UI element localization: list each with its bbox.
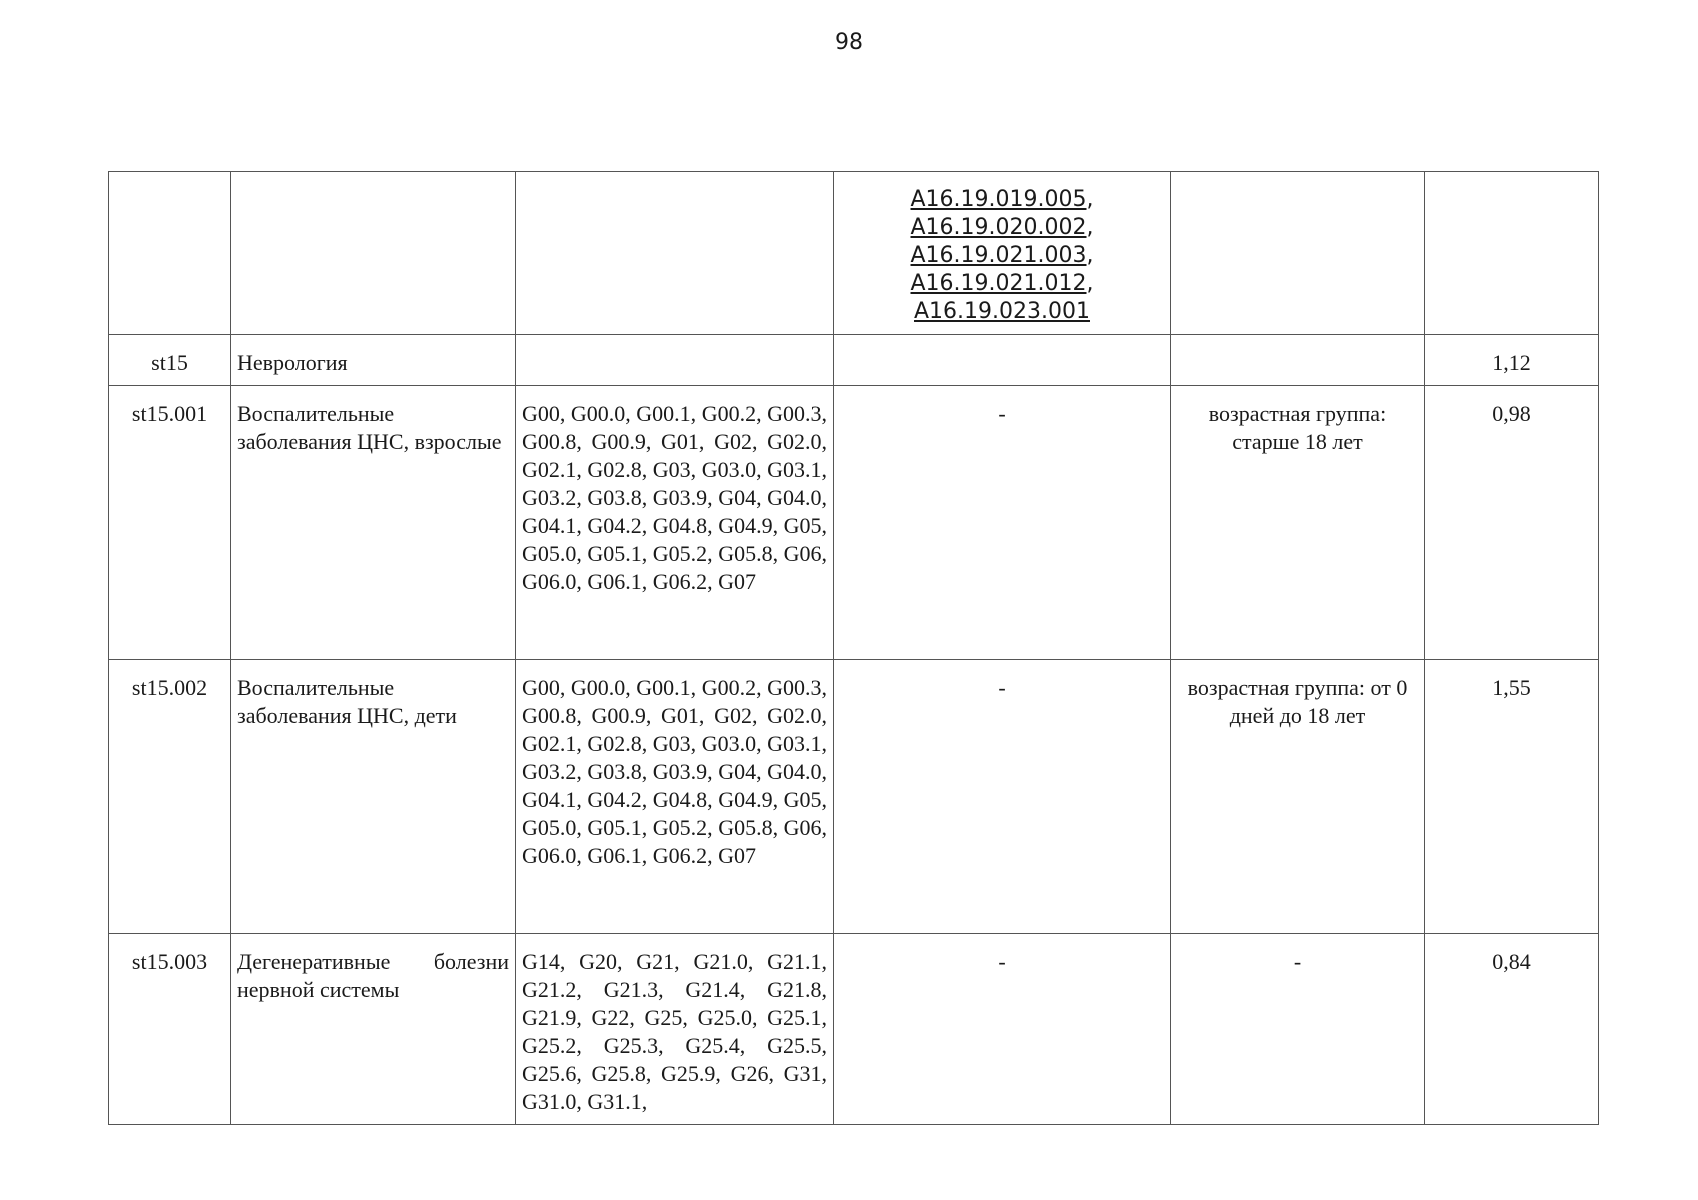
criteria [1171, 335, 1425, 386]
coefficient: 1,55 [1425, 660, 1599, 934]
page-number: 98 [835, 30, 863, 55]
coefficient: 1,12 [1425, 335, 1599, 386]
service-codes [834, 335, 1171, 386]
criteria: возрастная группа: старше 18 лет [1171, 386, 1425, 660]
criteria: - [1171, 934, 1425, 1125]
icd-codes: G14, G20, G21, G21.0, G21.1, G21.2, G21.3, G21.4, G21.8, G21.9, G22, G25, G25.0, G25.1, G25.2, G25.3, G25.4, G25.5, G25.6, G25.8, G25.9, G26, G31, G31.0, G31.1, [516, 934, 834, 1125]
services-cell: A16.19.019.005, A16.19.020.002, A16.19.021.003, A16.19.021.012, A16.19.023.001 [834, 172, 1171, 335]
icd-codes [516, 335, 834, 386]
service-codes: - [834, 660, 1171, 934]
group-code: st15.003 [109, 934, 231, 1125]
table-row [109, 335, 1599, 386]
service-code-link[interactable]: A16.19.019.005 [910, 187, 1087, 212]
service-code-link[interactable]: A16.19.023.001 [914, 299, 1090, 324]
profile-code: st15 [109, 335, 231, 386]
profile-name: Неврология [231, 335, 516, 386]
group-code: st15.002 [109, 660, 231, 934]
coefficient: 0,84 [1425, 934, 1599, 1125]
name-cell [231, 172, 516, 335]
service-codes: - [834, 934, 1171, 1125]
coefficient: 0,98 [1425, 386, 1599, 660]
criteria-cell [1171, 172, 1425, 335]
table-row [109, 660, 1599, 934]
service-code-link[interactable]: A16.19.020.002 [910, 215, 1087, 240]
continuation-row [109, 172, 1599, 335]
group-code: st15.001 [109, 386, 231, 660]
code-cell [109, 172, 231, 335]
icd-codes: G00, G00.0, G00.1, G00.2, G00.3, G00.8, G00.9, G01, G02, G02.0, G02.1, G02.8, G03, G03.0, G03.1, G03.2, G03.8, G03.9, G04, G04.0, G04.1, G04.2, G04.8, G04.9, G05, G05.0, G05.1, G05.2, G05.8, G06, G06.0, G06.1, G06.2, G07 [516, 386, 834, 660]
service-code-link[interactable]: A16.19.021.012 [910, 271, 1087, 296]
group-name: Воспалительные заболевания ЦНС, взрослые [231, 386, 516, 660]
service-code-link[interactable]: A16.19.021.003 [910, 243, 1087, 268]
coefficient-cell [1425, 172, 1599, 335]
table-row [109, 934, 1599, 1125]
icd-codes: G00, G00.0, G00.1, G00.2, G00.3, G00.8, G00.9, G01, G02, G02.0, G02.1, G02.8, G03, G03.0, G03.1, G03.2, G03.8, G03.9, G04, G04.0, G04.1, G04.2, G04.8, G04.9, G05, G05.0, G05.1, G05.2, G05.8, G06, G06.0, G06.1, G06.2, G07 [516, 660, 834, 934]
icd-cell [516, 172, 834, 335]
table-row [109, 386, 1599, 660]
tariff-table [108, 171, 1599, 1125]
service-codes: - [834, 386, 1171, 660]
group-name: Дегенеративные болезни нервной системы [231, 934, 516, 1125]
group-name: Воспалительные заболевания ЦНС, дети [231, 660, 516, 934]
criteria: возрастная группа: от 0 дней до 18 лет [1171, 660, 1425, 934]
